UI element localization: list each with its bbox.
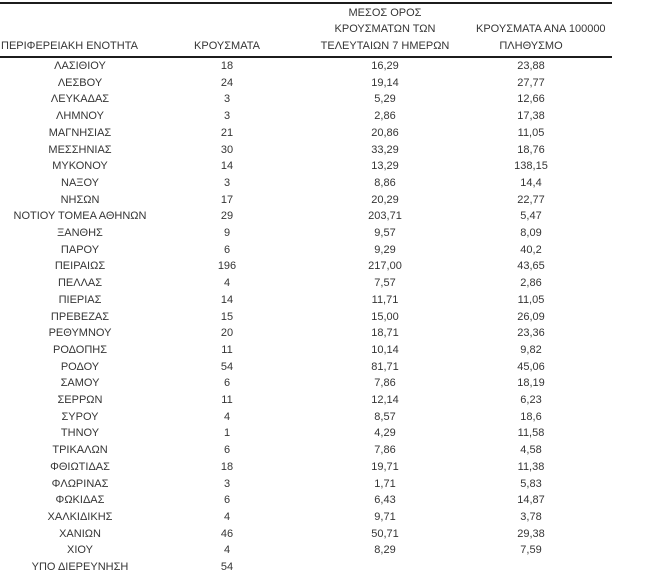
cases-value-cell: 3 [223, 176, 231, 189]
region-name-cell: ΠΕΙΡΑΙΩΣ [54, 260, 106, 273]
per100k-value-cell: 29,38 [517, 527, 545, 540]
cases-value-cell: 54 [220, 561, 234, 574]
table-row [0, 526, 612, 543]
per100k-value-cell: 23,36 [517, 327, 545, 340]
header-regional-unit: ΠΕΡΙΦΕΡΕΙΑΚΗ ΕΝΟΤΗΤΑ [1, 39, 138, 52]
table-row [0, 225, 612, 242]
avg7-value-cell: 217,00 [368, 260, 402, 273]
avg7-value-cell: 7,86 [374, 444, 396, 457]
header-7day-average-line1: ΜΕΣΟΣ ΟΡΟΣ [348, 6, 422, 19]
avg7-value-cell: 16,29 [371, 60, 399, 72]
avg7-value-cell: 7,86 [374, 377, 396, 390]
table-row [0, 192, 612, 209]
table-row [0, 58, 612, 75]
table-header [0, 2, 612, 58]
per100k-value-cell: 40,2 [520, 243, 542, 256]
cases-value-cell: 15 [220, 310, 234, 323]
table-row [0, 292, 612, 309]
avg7-value-cell: 4,29 [374, 427, 396, 440]
per100k-value-cell: 11,05 [517, 293, 545, 306]
region-name-cell: ΛΑΣΙΘΙΟΥ [54, 60, 106, 72]
region-name-cell: ΤΡΙΚΑΛΩΝ [52, 444, 108, 457]
per100k-value-cell: 26,09 [517, 310, 545, 323]
avg7-value-cell: 8,29 [374, 544, 396, 557]
cases-value-cell: 54 [220, 360, 234, 373]
region-name-cell: ΜΕΣΣΗΝΙΑΣ [48, 143, 112, 156]
region-name-cell: ΝΟΤΙΟΥ ΤΟΜΕΑ ΑΘΗΝΩΝ [13, 210, 147, 223]
regional-cases-table [0, 2, 612, 576]
region-name-cell: ΡΟΔΟΥ [60, 360, 100, 373]
cases-value-cell: 6 [223, 494, 231, 507]
table-row [0, 142, 612, 159]
table-row [0, 158, 612, 175]
per100k-value-cell: 27,77 [517, 76, 545, 89]
region-name-cell: ΣΑΜΟΥ [60, 377, 100, 390]
per100k-value-cell: 14,4 [520, 176, 542, 189]
per100k-value-cell: 43,65 [517, 260, 545, 273]
avg7-value-cell: 10,14 [371, 343, 399, 356]
avg7-value-cell: 33,29 [371, 143, 399, 156]
table-row [0, 175, 612, 192]
cases-value-cell: 4 [223, 544, 231, 557]
cases-value-cell: 11 [221, 394, 233, 407]
table-row [0, 208, 612, 225]
region-name-cell: ΤΗΝΟΥ [60, 427, 100, 440]
per100k-value-cell: 7,59 [520, 544, 542, 557]
avg7-value-cell: 12,14 [371, 394, 399, 407]
per100k-value-cell: 11,38 [517, 460, 545, 473]
region-name-cell: ΠΡΕΒΕΖΑΣ [50, 310, 110, 323]
region-name-cell: ΥΠΟ ΔΙΕΡΕΥΝΗΣΗ [31, 561, 129, 574]
avg7-value-cell: 9,71 [374, 510, 396, 523]
per100k-value-cell: 12,66 [517, 93, 545, 106]
per100k-value-cell: 18,6 [520, 410, 542, 423]
table-row [0, 409, 612, 426]
avg7-value-cell: 8,86 [374, 176, 396, 189]
region-name-cell: ΠΕΛΛΑΣ [57, 277, 103, 290]
cases-value-cell: 9 [223, 227, 231, 240]
region-name-cell: ΡΟΔΟΠΗΣ [52, 343, 108, 356]
table-row [0, 108, 612, 125]
avg7-value-cell: 6,43 [374, 494, 396, 507]
table-row [0, 425, 612, 442]
per100k-value-cell: 45,06 [517, 360, 545, 373]
cases-value-cell: 18 [220, 460, 234, 473]
per100k-value-cell: 17,38 [517, 110, 545, 123]
per100k-value-cell: 3,78 [520, 510, 542, 523]
avg7-value-cell: 203,71 [368, 210, 402, 223]
header-cases-per-100k-line2: ΠΛΗΘΥΣΜΟ [499, 39, 563, 52]
cases-value-cell: 196 [217, 260, 237, 273]
table-row [0, 492, 612, 509]
avg7-value-cell: 15,00 [371, 310, 399, 323]
header-cases-per-100k-line1: ΚΡΟΥΣΜΑΤΑ ΑΝΑ 100000 [476, 23, 606, 35]
per100k-value-cell: 5,83 [520, 477, 542, 490]
avg7-value-cell: 19,71 [371, 460, 399, 473]
cases-value-cell: 24 [220, 76, 234, 89]
region-name-cell: ΠΙΕΡΙΑΣ [58, 293, 102, 306]
avg7-value-cell: 8,57 [374, 410, 396, 423]
per100k-value-cell: 8,09 [520, 227, 542, 240]
region-name-cell: ΛΕΣΒΟΥ [57, 76, 103, 89]
per100k-value-cell: 4,58 [520, 444, 542, 457]
per100k-value-cell: 2,86 [520, 277, 542, 290]
cases-value-cell: 18 [220, 60, 234, 72]
region-name-cell: ΝΑΞΟΥ [61, 176, 99, 189]
region-name-cell: ΧΑΝΙΩΝ [59, 527, 101, 540]
cases-value-cell: 29 [220, 210, 234, 223]
region-name-cell: ΛΗΜΝΟΥ [56, 110, 104, 123]
cases-value-cell: 1 [223, 427, 231, 440]
region-name-cell: ΛΕΥΚΑΔΑΣ [50, 93, 110, 106]
table-row [0, 559, 612, 576]
region-name-cell: ΣΥΡΟΥ [61, 410, 99, 423]
header-7day-average-line2: ΚΡΟΥΣΜΑΤΩΝ ΤΩΝ [334, 23, 436, 35]
region-name-cell: ΞΑΝΘΗΣ [57, 227, 103, 240]
avg7-value-cell: 1,71 [374, 477, 396, 490]
cases-value-cell: 46 [220, 527, 234, 540]
per100k-value-cell: 138,15 [514, 160, 548, 173]
cases-value-cell: 3 [223, 110, 231, 123]
per100k-value-cell: 23,88 [517, 60, 545, 72]
table-row [0, 258, 612, 275]
table-row [0, 75, 612, 92]
cases-value-cell: 14 [220, 160, 234, 173]
per100k-value-cell: 22,77 [517, 193, 545, 206]
region-name-cell: ΡΕΘΥΜΝΟΥ [48, 327, 112, 340]
table-row [0, 359, 612, 376]
per100k-value-cell: 11,58 [517, 427, 545, 440]
cases-value-cell: 6 [223, 444, 231, 457]
cases-value-cell: 4 [223, 410, 231, 423]
region-name-cell: ΝΗΣΩΝ [60, 193, 100, 206]
cases-value-cell: 3 [223, 477, 231, 490]
region-name-cell: ΜΑΓΝΗΣΙΑΣ [48, 126, 112, 139]
table-row [0, 242, 612, 259]
table-row [0, 275, 612, 292]
cases-value-cell: 20 [220, 327, 234, 340]
region-name-cell: ΦΩΚΙΔΑΣ [55, 494, 105, 507]
table-row [0, 325, 612, 342]
avg7-value-cell: 9,57 [374, 227, 396, 240]
table-row [0, 509, 612, 526]
table-row [0, 542, 612, 559]
avg7-value-cell: 7,57 [374, 277, 396, 290]
table-row [0, 375, 612, 392]
avg7-value-cell: 9,29 [374, 243, 396, 256]
avg7-value-cell: 2,86 [374, 110, 396, 123]
cases-value-cell: 3 [223, 93, 231, 106]
region-name-cell: ΦΛΩΡΙΝΑΣ [51, 477, 109, 490]
region-name-cell: ΜΥΚΟΝΟΥ [52, 160, 108, 173]
header-cases: ΚΡΟΥΣΜΑΤΑ [194, 39, 260, 52]
cases-value-cell: 6 [223, 243, 231, 256]
cases-value-cell: 6 [223, 377, 231, 390]
region-name-cell: ΦΘΙΩΤΙΔΑΣ [50, 460, 110, 473]
per100k-value-cell: 18,76 [517, 143, 545, 156]
table-row [0, 309, 612, 326]
table-row [0, 342, 612, 359]
table-row [0, 442, 612, 459]
table-row [0, 125, 612, 142]
cases-value-cell: 11 [221, 343, 233, 356]
cases-value-cell: 30 [220, 143, 234, 156]
header-cases-per-100k [476, 21, 612, 56]
per100k-value-cell: 11,05 [517, 126, 545, 139]
region-name-cell: ΣΕΡΡΩΝ [57, 394, 103, 407]
avg7-value-cell: 19,14 [371, 76, 399, 89]
table-row [0, 476, 612, 493]
region-name-cell: ΠΑΡΟΥ [60, 243, 100, 256]
region-name-cell: ΧΙΟΥ [67, 544, 93, 557]
per100k-value-cell: 18,19 [517, 377, 545, 390]
cases-value-cell: 14 [220, 293, 234, 306]
avg7-value-cell: 50,71 [371, 527, 399, 540]
avg7-value-cell: 20,86 [371, 126, 399, 139]
cases-value-cell: 17 [220, 193, 234, 206]
region-name-cell: ΧΑΛΚΙΔΙΚΗΣ [47, 510, 113, 523]
avg7-value-cell: 5,29 [374, 93, 396, 106]
avg7-value-cell: 11,71 [371, 293, 399, 306]
cases-value-cell: 4 [223, 510, 231, 523]
header-7day-average [294, 5, 476, 57]
table-row [0, 392, 612, 409]
table-row [0, 459, 612, 476]
header-7day-average-line3: ΤΕΛΕΥΤΑΙΩΝ 7 ΗΜΕΡΩΝ [320, 39, 450, 52]
table-body [0, 58, 612, 576]
cases-value-cell: 4 [223, 277, 231, 290]
cases-value-cell: 21 [220, 126, 234, 139]
per100k-value-cell: 5,47 [520, 210, 542, 223]
avg7-value-cell: 81,71 [371, 360, 399, 373]
per100k-value-cell: 9,82 [520, 343, 542, 356]
avg7-value-cell: 20,29 [371, 193, 399, 206]
avg7-value-cell: 18,71 [371, 327, 399, 340]
per100k-value-cell: 6,23 [520, 394, 542, 407]
per100k-value-cell: 14,87 [517, 494, 545, 507]
avg7-value-cell: 13,29 [371, 160, 399, 173]
table-row [0, 91, 612, 108]
